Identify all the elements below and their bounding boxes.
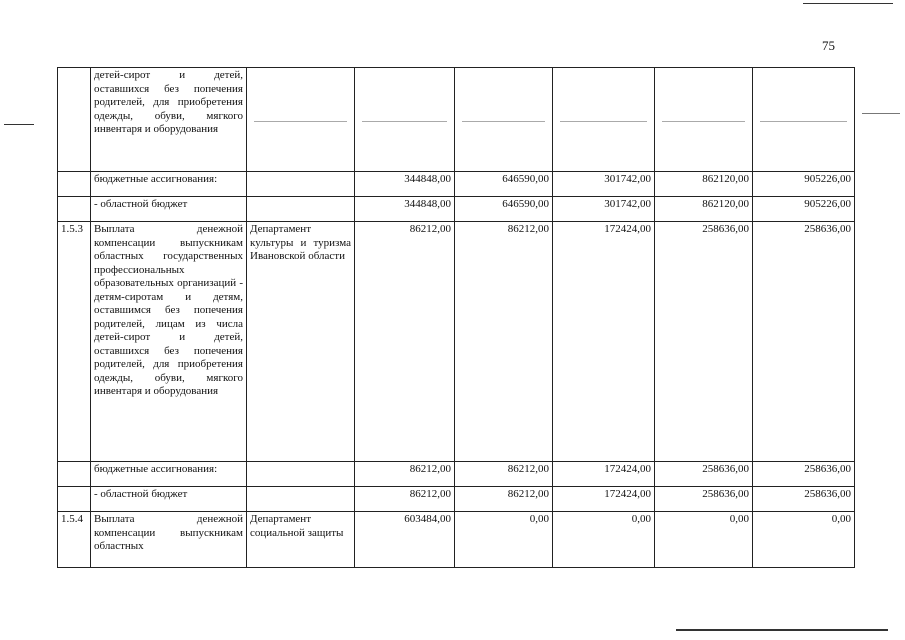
row-number-cell (58, 68, 91, 172)
department-cell (247, 487, 355, 512)
amount-cell: 301742,00 (553, 172, 655, 197)
amount-cell (455, 68, 553, 172)
bottom-rule (676, 629, 888, 631)
faint-rule (254, 121, 347, 122)
table-row (58, 487, 855, 512)
amount-cell: 646590,00 (455, 197, 553, 222)
department-cell (247, 172, 355, 197)
row-number-cell (58, 197, 91, 222)
amount-cell: 0,00 (455, 512, 553, 568)
description-cell: - областной бюджет (91, 487, 247, 512)
amount-cell: 258636,00 (655, 462, 753, 487)
amount-cell: 258636,00 (655, 487, 753, 512)
faint-rule (662, 121, 745, 122)
right-margin-mark (862, 113, 900, 114)
amount-cell: 86212,00 (455, 222, 553, 462)
department-cell (247, 197, 355, 222)
department-cell: Департамент социальной защиты (247, 512, 355, 568)
amount-cell: 86212,00 (455, 487, 553, 512)
amount-cell: 86212,00 (455, 462, 553, 487)
amount-cell: 172424,00 (553, 462, 655, 487)
left-margin-mark (4, 124, 34, 125)
amount-cell: 646590,00 (455, 172, 553, 197)
amount-cell: 301742,00 (553, 197, 655, 222)
table-row (58, 172, 855, 197)
description-cell: бюджетные ассигнования: (91, 172, 247, 197)
department-cell (247, 68, 355, 172)
amount-cell: 172424,00 (553, 487, 655, 512)
amount-cell (753, 68, 855, 172)
amount-cell (553, 68, 655, 172)
row-number-cell: 1.5.3 (58, 222, 91, 462)
table-row (58, 222, 855, 462)
amount-cell: 905226,00 (753, 197, 855, 222)
department-cell: Департамент культуры и туризма Ивановской области (247, 222, 355, 462)
amount-cell: 0,00 (655, 512, 753, 568)
table-body (58, 68, 855, 568)
faint-rule (362, 121, 447, 122)
amount-cell: 86212,00 (355, 487, 455, 512)
amount-cell: 172424,00 (553, 222, 655, 462)
amount-cell: 86212,00 (355, 462, 455, 487)
row-number-cell (58, 172, 91, 197)
amount-cell: 344848,00 (355, 172, 455, 197)
budget-table (57, 67, 855, 568)
table-row (58, 462, 855, 487)
table-row (58, 68, 855, 172)
amount-cell: 905226,00 (753, 172, 855, 197)
amount-cell: 603484,00 (355, 512, 455, 568)
amount-cell: 258636,00 (753, 222, 855, 462)
row-number-cell (58, 487, 91, 512)
amount-cell: 862120,00 (655, 172, 753, 197)
faint-rule (560, 121, 647, 122)
amount-cell: 258636,00 (753, 462, 855, 487)
amount-cell: 0,00 (553, 512, 655, 568)
department-cell (247, 462, 355, 487)
description-cell: бюджетные ассигнования: (91, 462, 247, 487)
row-number-cell (58, 462, 91, 487)
amount-cell (655, 68, 753, 172)
description-cell: детей-сирот и детей, оставшихся без попечения родителей, для приобретения одежды, обуви, мягкого инвентаря и оборудования (91, 68, 247, 172)
description-cell: Выплата денежной компенсации выпускникам областных (91, 512, 247, 568)
row-number-cell: 1.5.4 (58, 512, 91, 568)
amount-cell: 258636,00 (655, 222, 753, 462)
faint-rule (760, 121, 847, 122)
amount-cell: 862120,00 (655, 197, 753, 222)
description-cell: - областной бюджет (91, 197, 247, 222)
top-rule (803, 3, 893, 4)
table-row (58, 197, 855, 222)
amount-cell: 258636,00 (753, 487, 855, 512)
page-number: 75 (822, 38, 835, 53)
amount-cell (355, 68, 455, 172)
amount-cell: 0,00 (753, 512, 855, 568)
table-row (58, 512, 855, 568)
amount-cell: 344848,00 (355, 197, 455, 222)
amount-cell: 86212,00 (355, 222, 455, 462)
description-cell: Выплата денежной компенсации выпускникам областных государственных профессиональных образовательных организаций - детям-сиротам и детям, оставшимся без попечения родителей, лицам из числа детей-сирот и детей, оставшихся без попечения родителей, для приобретения одежды, обуви, мягкого инвентаря и оборудования (91, 222, 247, 462)
faint-rule (462, 121, 545, 122)
